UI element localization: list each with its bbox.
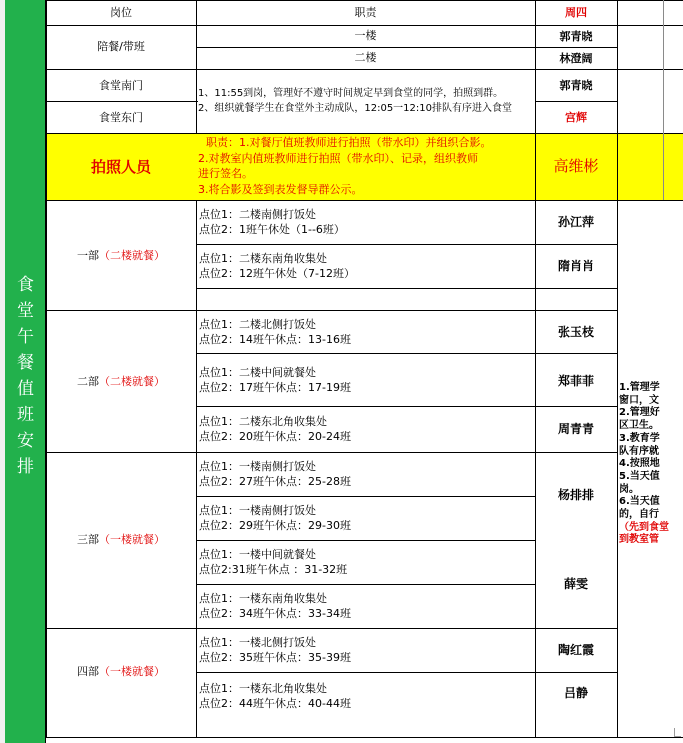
photo-duty-line: 2.对教室内值班教师进行拍照（带水印）、记录，组织教师 — [198, 151, 478, 165]
teacher-name: 薛雯 — [563, 577, 588, 591]
point-cell — [199, 635, 351, 665]
photo-duty-line: 进行签名。 — [198, 167, 253, 180]
side-note — [619, 382, 669, 547]
point-line: 点位1：一楼南侧打饭处 — [199, 460, 316, 473]
point-line: 点位1：一楼东北角收集处 — [199, 682, 327, 695]
side-note-line: 区卫生。 — [619, 420, 659, 432]
grid-line — [46, 452, 618, 453]
point-line: 点位1：一楼北侧打饭处 — [199, 636, 316, 649]
grid-line — [196, 47, 618, 48]
gate-duty-1: 1、11:55到岗，管理好不遵守时间规定早到食堂的同学，拍照到群。 — [198, 88, 504, 99]
point-cell — [199, 681, 351, 711]
post-east-gate: 食堂东门 — [99, 111, 143, 124]
dept-2 — [46, 374, 196, 389]
point-line: 点位2：20班午休点：20-24班 — [199, 430, 351, 443]
title-char: 值 — [17, 379, 34, 399]
title-char: 食 — [17, 275, 34, 295]
grid-line — [46, 310, 618, 311]
title-char: 班 — [17, 405, 34, 425]
gate-duty-2: 2、组织就餐学生在食堂外主动成队，12:05一12:10排队有序进入食堂 — [198, 103, 512, 114]
side-note-line-red: 到教室管 — [619, 534, 659, 546]
name-floor1: 郭青晓 — [559, 30, 593, 43]
title-char: 堂 — [17, 301, 34, 321]
post-south-gate: 食堂南门 — [99, 79, 143, 92]
title-char: 安 — [17, 431, 34, 451]
grid-line — [196, 244, 618, 245]
side-note-line: 5.当天值 — [619, 470, 660, 482]
teacher-name: 吕静 — [563, 686, 588, 700]
point-cell — [199, 414, 351, 444]
point-line: 点位2：17班午休点：17-19班 — [199, 381, 351, 394]
point-cell — [199, 317, 351, 347]
teacher-name: 周青青 — [557, 422, 594, 436]
photo-duty-line: 职责：1.对餐厅值班教师进行拍照（带水印）并组织合影。 — [206, 136, 492, 149]
photo-duty — [198, 135, 492, 197]
dept-sub: （一楼就餐） — [99, 533, 165, 546]
grid-line — [617, 0, 618, 738]
resize-corner-icon — [674, 728, 681, 737]
point-line: 点位2：44班午休点：40-44班 — [199, 697, 351, 710]
point-line: 点位1：二楼东南角收集处 — [199, 252, 327, 265]
name-south-gate: 郭青晓 — [559, 79, 593, 92]
point-cell — [199, 207, 345, 237]
dept-1 — [46, 248, 196, 263]
point-line: 点位2：34班午休点：33-34班 — [199, 607, 351, 620]
teacher-name: 杨排排 — [557, 488, 594, 502]
duty-floor2: 二楼 — [354, 51, 377, 64]
point-line: 点位2：12班午休处（7-12班） — [199, 267, 355, 280]
dept-label: 一部 — [77, 249, 99, 262]
grid-line — [196, 584, 536, 585]
grid-line — [46, 25, 683, 26]
dept-sub: （一楼就餐） — [99, 665, 165, 678]
grid-line — [196, 540, 536, 541]
point-cell — [199, 459, 351, 489]
grid-line — [196, 496, 536, 497]
grid-line — [46, 69, 683, 70]
name-floor2: 林澄阔 — [559, 52, 593, 65]
grid-line — [196, 200, 197, 738]
teacher-name: 张玉枝 — [557, 325, 594, 339]
point-line: 点位2:31班午休点 ：31-32班 — [199, 563, 348, 576]
grid-line — [46, 0, 683, 1]
point-line: 点位1：二楼北侧打饭处 — [199, 318, 316, 331]
grid-line — [663, 0, 664, 200]
side-note-line: 4.按照地 — [619, 458, 660, 470]
header-day: 周四 — [565, 6, 587, 19]
side-note-line-red: （先到食堂 — [619, 521, 669, 533]
point-cell — [199, 591, 351, 621]
point-cell — [199, 547, 347, 577]
point-line: 点位1：一楼中间就餐处 — [199, 548, 316, 561]
header-duty: 职责 — [354, 6, 377, 19]
point-line: 点位1：一楼东南角收集处 — [199, 592, 327, 605]
point-line: 点位2：27班午休点：25-28班 — [199, 475, 351, 488]
photo-duty-line: 3.将合影及签到表发督导群公示。 — [198, 182, 363, 196]
point-line: 点位2：29班午休点：29-30班 — [199, 519, 351, 532]
grid-line — [46, 200, 683, 201]
grid-line — [46, 628, 618, 629]
title-char: 排 — [17, 457, 34, 477]
teacher-name: 陶红霞 — [557, 643, 594, 657]
point-line: 点位1：二楼东北角收集处 — [199, 415, 327, 428]
photo-label: 拍照人员 — [90, 158, 151, 176]
side-note-line: 岗。 — [619, 483, 639, 495]
side-note-line: 窗口，文 — [619, 394, 659, 406]
point-line: 点位2：1班午休处（1--6班） — [199, 223, 345, 236]
sheet-title — [5, 272, 46, 480]
title-char: 午 — [17, 327, 34, 347]
point-line: 点位2：14班午休点：13-16班 — [199, 333, 351, 346]
dept-label: 四部 — [77, 665, 99, 678]
dept-4 — [46, 664, 196, 679]
side-note-line: 6.当天值 — [619, 496, 660, 508]
title-char: 餐 — [17, 353, 34, 373]
post-peican: 陪餐/带班 — [97, 40, 145, 53]
point-cell — [199, 365, 351, 395]
dept-sub: （二楼就餐） — [99, 249, 165, 262]
teacher-name: 隋肖肖 — [557, 259, 594, 273]
name-east-gate: 宫辉 — [565, 111, 587, 124]
grid-line — [196, 672, 618, 673]
point-line: 点位1：二楼中间就餐处 — [199, 366, 316, 379]
grid-line — [535, 101, 618, 102]
point-line: 点位1：二楼南侧打饭处 — [199, 208, 316, 221]
point-line: 点位1：一楼南侧打饭处 — [199, 504, 316, 517]
dept-sub: （二楼就餐） — [99, 375, 165, 388]
grid-line — [196, 406, 618, 407]
side-note-line: 3.教育学 — [619, 432, 660, 444]
dept-3 — [46, 532, 196, 547]
dept-label: 三部 — [77, 533, 99, 546]
header-post: 岗位 — [110, 6, 132, 19]
duty-floor1: 一楼 — [354, 29, 377, 42]
side-note-line: 2.管理好 — [619, 407, 660, 419]
side-note-line: 的，自行 — [619, 509, 659, 521]
grid-line — [46, 737, 683, 738]
grid-line — [196, 353, 618, 354]
grid-line — [196, 288, 618, 289]
side-note-line: 队有序就 — [619, 445, 659, 457]
teacher-name: 孙江萍 — [557, 215, 594, 229]
teacher-name: 郑菲菲 — [557, 374, 594, 388]
dept-label: 二部 — [77, 375, 99, 388]
side-note-line: 1.管理学 — [619, 382, 660, 393]
point-cell — [199, 503, 351, 533]
grid-line — [46, 133, 683, 134]
photo-name: 高维彬 — [553, 157, 599, 175]
point-line: 点位2：35班午休点：35-39班 — [199, 651, 351, 664]
grid-line — [46, 101, 198, 102]
point-cell — [199, 251, 355, 281]
